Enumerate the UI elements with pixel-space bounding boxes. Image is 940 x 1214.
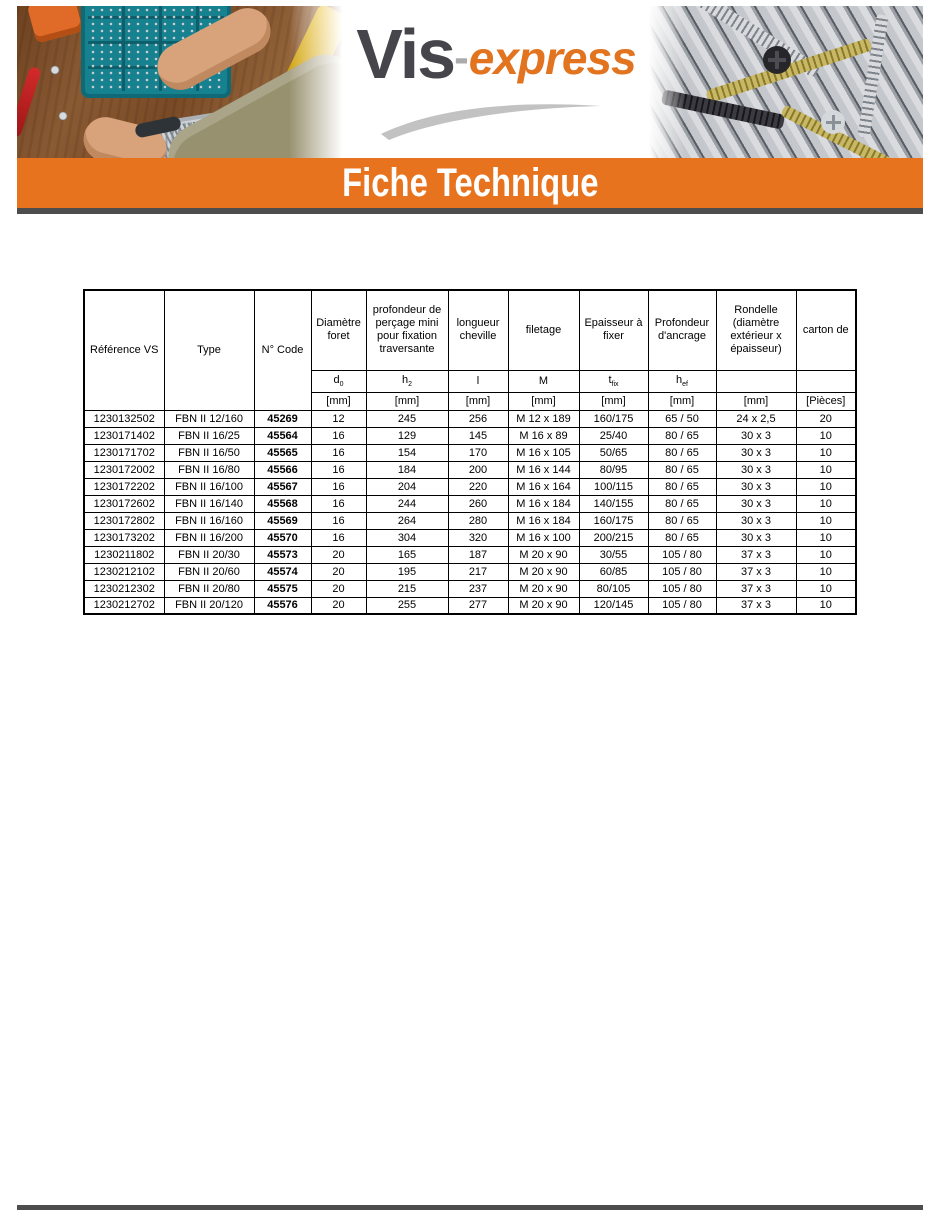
table-row xyxy=(84,563,856,580)
cell-tfix: 80/105 xyxy=(579,580,648,597)
cell-hef: 105 / 80 xyxy=(648,563,716,580)
cell-tfix: 50/65 xyxy=(579,444,648,461)
cell-code: 45566 xyxy=(254,461,311,478)
cell-m: M 20 x 90 xyxy=(508,580,579,597)
cell-l: 237 xyxy=(448,580,508,597)
cell-reference: 1230212102 xyxy=(84,563,164,580)
cell-tfix: 160/175 xyxy=(579,512,648,529)
cell-rondelle: 30 x 3 xyxy=(716,495,796,512)
banner-divider-bar xyxy=(17,208,923,214)
cell-type: FBN II 16/100 xyxy=(164,478,254,495)
cell-reference: 1230172602 xyxy=(84,495,164,512)
cell-carton: 10 xyxy=(796,546,856,563)
cell-d0: 16 xyxy=(311,461,366,478)
symbol-d0: $d_0$ xyxy=(311,370,366,392)
cell-m: M 16 x 89 xyxy=(508,427,579,444)
cell-type: FBN II 20/30 xyxy=(164,546,254,563)
table-row xyxy=(84,580,856,597)
cell-code: 45564 xyxy=(254,427,311,444)
col-header-ancrage: Profondeur d'ancrage xyxy=(648,290,716,370)
unit-cell: [mm] xyxy=(366,392,448,410)
cell-carton: 20 xyxy=(796,410,856,427)
symbol-h2: $h_2$ xyxy=(366,370,448,392)
cell-type: FBN II 16/80 xyxy=(164,461,254,478)
cell-l: 277 xyxy=(448,597,508,614)
cell-rondelle: 30 x 3 xyxy=(716,427,796,444)
cell-rondelle: 30 x 3 xyxy=(716,478,796,495)
cell-reference: 1230172002 xyxy=(84,461,164,478)
cell-l: 256 xyxy=(448,410,508,427)
cell-h2: 184 xyxy=(366,461,448,478)
spec-table-body xyxy=(84,410,856,614)
col-header-profondeur: profondeur de perçage mini pour fixation traversante xyxy=(366,290,448,370)
cell-m: M 20 x 90 xyxy=(508,546,579,563)
table-row xyxy=(84,478,856,495)
title-banner xyxy=(17,158,923,208)
page-title: Fiche Technique xyxy=(341,161,599,205)
screw-head-shape xyxy=(763,46,791,74)
col-header-diametre: Diamètre foret xyxy=(311,290,366,370)
cell-carton: 10 xyxy=(796,478,856,495)
cell-hef: 80 / 65 xyxy=(648,478,716,495)
cell-rondelle: 30 x 3 xyxy=(716,529,796,546)
cell-type: FBN II 20/80 xyxy=(164,580,254,597)
cell-reference: 1230173202 xyxy=(84,529,164,546)
cell-carton: 10 xyxy=(796,512,856,529)
cell-rondelle: 30 x 3 xyxy=(716,461,796,478)
cell-carton: 10 xyxy=(796,597,856,614)
unit-cell: [mm] xyxy=(648,392,716,410)
cell-hef: 105 / 80 xyxy=(648,580,716,597)
cell-d0: 20 xyxy=(311,546,366,563)
cell-rondelle: 30 x 3 xyxy=(716,444,796,461)
cell-code: 45565 xyxy=(254,444,311,461)
cell-type: FBN II 16/140 xyxy=(164,495,254,512)
symbol-empty xyxy=(716,370,796,392)
cell-h2: 165 xyxy=(366,546,448,563)
cell-rondelle: 30 x 3 xyxy=(716,512,796,529)
unit-cell: [mm] xyxy=(448,392,508,410)
cell-reference: 1230172802 xyxy=(84,512,164,529)
cell-h2: 215 xyxy=(366,580,448,597)
cell-m: M 20 x 90 xyxy=(508,563,579,580)
table-header-row xyxy=(84,290,856,370)
cell-reference: 1230132502 xyxy=(84,410,164,427)
symbol-empty xyxy=(796,370,856,392)
screw-shape xyxy=(780,104,912,158)
cell-hef: 80 / 65 xyxy=(648,512,716,529)
cell-carton: 10 xyxy=(796,529,856,546)
cell-carton: 10 xyxy=(796,563,856,580)
cell-type: FBN II 20/120 xyxy=(164,597,254,614)
cell-rondelle: 37 x 3 xyxy=(716,563,796,580)
cell-tfix: 80/95 xyxy=(579,461,648,478)
cell-l: 320 xyxy=(448,529,508,546)
cell-hef: 80 / 65 xyxy=(648,529,716,546)
table-row xyxy=(84,444,856,461)
cell-code: 45569 xyxy=(254,512,311,529)
cell-d0: 12 xyxy=(311,410,366,427)
screw-head-shape xyxy=(821,110,845,134)
cell-m: M 16 x 100 xyxy=(508,529,579,546)
symbol-l: l xyxy=(448,370,508,392)
workbench-photo xyxy=(17,6,347,158)
cell-l: 217 xyxy=(448,563,508,580)
table-row xyxy=(84,529,856,546)
symbol-tfix: $t_{fix}$ xyxy=(579,370,648,392)
logo-text-secondary: express xyxy=(468,32,636,84)
table-row xyxy=(84,495,856,512)
col-header-carton: carton de xyxy=(796,290,856,370)
cell-h2: 154 xyxy=(366,444,448,461)
unit-cell: [mm] xyxy=(716,392,796,410)
cell-carton: 10 xyxy=(796,580,856,597)
cell-rondelle: 37 x 3 xyxy=(716,546,796,563)
col-header-epaisseur: Epaisseur à fixer xyxy=(579,290,648,370)
cell-type: FBN II 12/160 xyxy=(164,410,254,427)
cell-hef: 105 / 80 xyxy=(648,546,716,563)
cell-tfix: 30/55 xyxy=(579,546,648,563)
cell-h2: 304 xyxy=(366,529,448,546)
cell-h2: 204 xyxy=(366,478,448,495)
cell-tfix: 120/145 xyxy=(579,597,648,614)
footer-divider-bar xyxy=(17,1205,923,1210)
cell-code: 45573 xyxy=(254,546,311,563)
cell-d0: 16 xyxy=(311,444,366,461)
cell-l: 170 xyxy=(448,444,508,461)
table-row xyxy=(84,512,856,529)
col-header-type: Type xyxy=(164,290,254,410)
photo-fade xyxy=(645,6,685,158)
cell-d0: 16 xyxy=(311,478,366,495)
cell-h2: 245 xyxy=(366,410,448,427)
cell-l: 145 xyxy=(448,427,508,444)
cell-type: FBN II 16/200 xyxy=(164,529,254,546)
cell-hef: 65 / 50 xyxy=(648,410,716,427)
cell-m: M 16 x 164 xyxy=(508,478,579,495)
cell-hef: 80 / 65 xyxy=(648,444,716,461)
cell-h2: 195 xyxy=(366,563,448,580)
cell-type: FBN II 16/25 xyxy=(164,427,254,444)
cell-d0: 16 xyxy=(311,529,366,546)
cell-l: 280 xyxy=(448,512,508,529)
cell-code: 45576 xyxy=(254,597,311,614)
screws-pile-photo xyxy=(645,6,923,158)
cell-rondelle: 37 x 3 xyxy=(716,580,796,597)
logo-swoosh-icon xyxy=(375,94,615,142)
cell-tfix: 200/215 xyxy=(579,529,648,546)
cell-d0: 20 xyxy=(311,580,366,597)
cell-carton: 10 xyxy=(796,444,856,461)
spec-table xyxy=(83,289,857,615)
symbol-hef: $h_{ef}$ xyxy=(648,370,716,392)
cell-tfix: 140/155 xyxy=(579,495,648,512)
cell-l: 220 xyxy=(448,478,508,495)
logo-separator: - xyxy=(454,33,469,82)
cell-code: 45567 xyxy=(254,478,311,495)
unit-cell: [mm] xyxy=(311,392,366,410)
table-row xyxy=(84,461,856,478)
col-header-reference: Référence VS xyxy=(84,290,164,410)
col-header-filetage: filetage xyxy=(508,290,579,370)
table-row xyxy=(84,410,856,427)
cell-d0: 16 xyxy=(311,495,366,512)
cell-type: FBN II 16/50 xyxy=(164,444,254,461)
cell-code: 45575 xyxy=(254,580,311,597)
cell-tfix: 160/175 xyxy=(579,410,648,427)
table-row xyxy=(84,597,856,614)
table-row xyxy=(84,427,856,444)
cell-tfix: 60/85 xyxy=(579,563,648,580)
logo-text-primary: Vis xyxy=(356,15,455,93)
col-header-rondelle: Rondelle (diamètre extérieur x épaisseur) xyxy=(716,290,796,370)
cell-l: 187 xyxy=(448,546,508,563)
cell-type: FBN II 16/160 xyxy=(164,512,254,529)
unit-cell: [mm] xyxy=(508,392,579,410)
cell-reference: 1230171402 xyxy=(84,427,164,444)
cell-carton: 10 xyxy=(796,495,856,512)
cell-rondelle: 24 x 2,5 xyxy=(716,410,796,427)
cell-d0: 20 xyxy=(311,597,366,614)
brand-logo-text xyxy=(347,14,645,94)
cell-h2: 129 xyxy=(366,427,448,444)
cell-type: FBN II 20/60 xyxy=(164,563,254,580)
cell-m: M 12 x 189 xyxy=(508,410,579,427)
cell-hef: 80 / 65 xyxy=(648,495,716,512)
cell-hef: 80 / 65 xyxy=(648,461,716,478)
cell-h2: 244 xyxy=(366,495,448,512)
photo-fade xyxy=(289,6,347,158)
cell-reference: 1230211802 xyxy=(84,546,164,563)
cell-code: 45269 xyxy=(254,410,311,427)
cell-rondelle: 37 x 3 xyxy=(716,597,796,614)
cell-reference: 1230212702 xyxy=(84,597,164,614)
cell-l: 200 xyxy=(448,461,508,478)
screw-shape xyxy=(857,14,888,138)
cell-reference: 1230212302 xyxy=(84,580,164,597)
brand-logo xyxy=(347,6,645,158)
cell-reference: 1230171702 xyxy=(84,444,164,461)
cell-m: M 20 x 90 xyxy=(508,597,579,614)
cell-m: M 16 x 184 xyxy=(508,495,579,512)
cell-l: 260 xyxy=(448,495,508,512)
cell-reference: 1230172202 xyxy=(84,478,164,495)
cell-code: 45570 xyxy=(254,529,311,546)
col-header-longueur: longueur cheville xyxy=(448,290,508,370)
unit-cell: [Pièces] xyxy=(796,392,856,410)
cell-hef: 80 / 65 xyxy=(648,427,716,444)
cell-d0: 16 xyxy=(311,427,366,444)
cell-h2: 264 xyxy=(366,512,448,529)
header-strip xyxy=(17,6,923,158)
cell-m: M 16 x 184 xyxy=(508,512,579,529)
cell-tfix: 25/40 xyxy=(579,427,648,444)
cell-carton: 10 xyxy=(796,461,856,478)
col-header-code: N° Code xyxy=(254,290,311,410)
cell-hef: 105 / 80 xyxy=(648,597,716,614)
cell-m: M 16 x 105 xyxy=(508,444,579,461)
cell-d0: 20 xyxy=(311,563,366,580)
symbol-m: M xyxy=(508,370,579,392)
table-row xyxy=(84,546,856,563)
cell-d0: 16 xyxy=(311,512,366,529)
cell-m: M 16 x 144 xyxy=(508,461,579,478)
cell-code: 45574 xyxy=(254,563,311,580)
cell-h2: 255 xyxy=(366,597,448,614)
unit-cell: [mm] xyxy=(579,392,648,410)
cell-code: 45568 xyxy=(254,495,311,512)
cell-tfix: 100/115 xyxy=(579,478,648,495)
cell-carton: 10 xyxy=(796,427,856,444)
